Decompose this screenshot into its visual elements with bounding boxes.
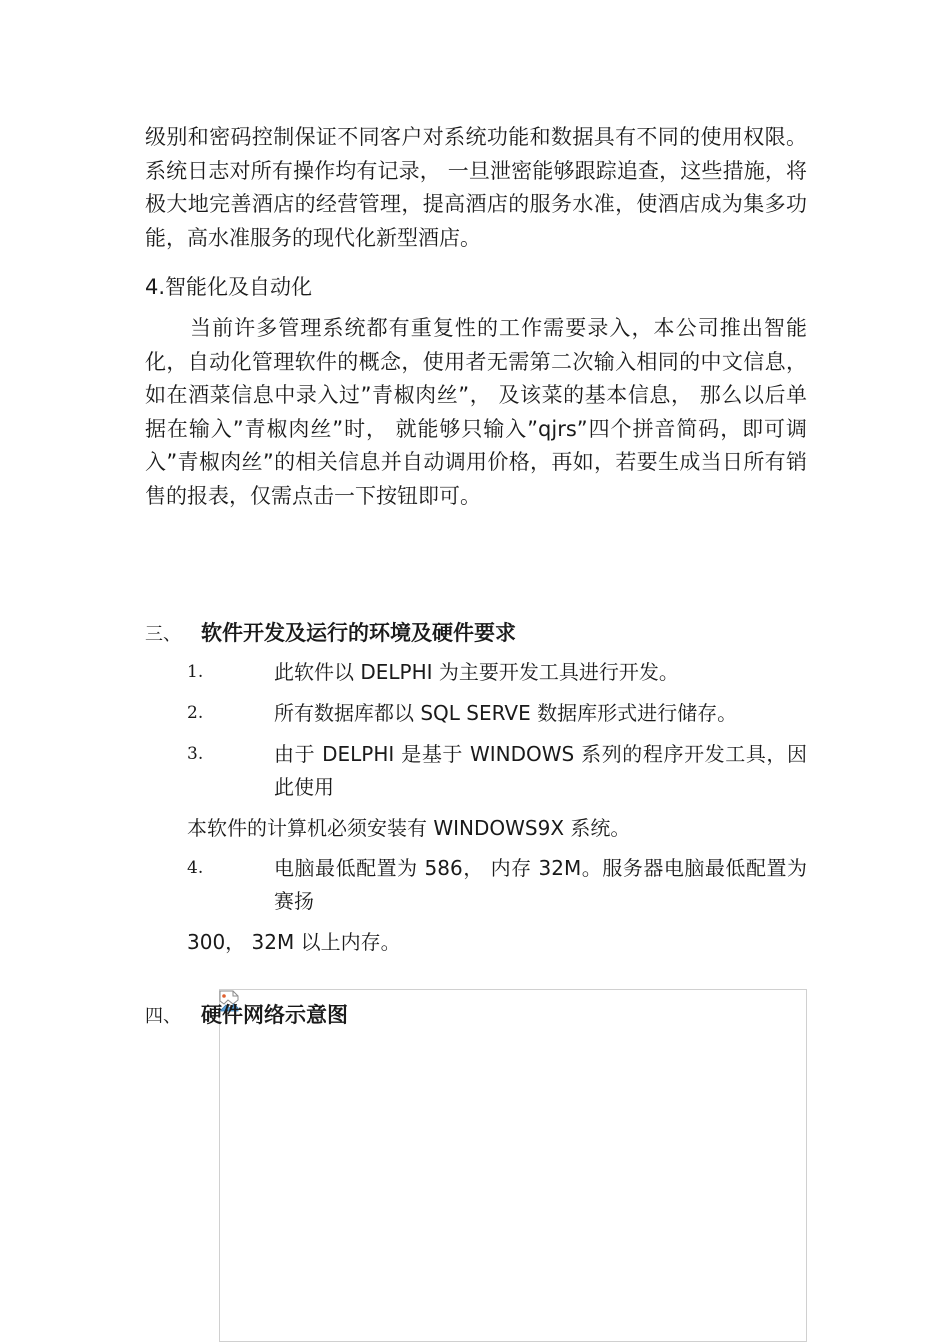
- list-number: 3.: [187, 744, 204, 764]
- section-heading-environment: [145, 618, 516, 650]
- list-item: [187, 738, 807, 804]
- list-text: 此软件以 DELPHI 为主要开发工具进行开发。: [274, 660, 679, 684]
- body-paragraph-automation: 当前许多管理系统都有重复性的工作需要录入，本公司推出智能化，自动化管理软件的概念，使用者无需第二次输入相同的中文信息，如在酒菜信息中录入过”青椒肉丝”， 及该菜的基本信息， 那么以后单据在输入”青椒肉丝”时， 就能够只输入”qjrs”四个拼音简码，即可调入”青椒肉丝”的相关信息并自动调用价格，再如，若要生成当日所有销售的报表，仅需点击一下按钮即可。: [145, 316, 807, 508]
- list-item: [187, 697, 807, 730]
- list-text: 电脑最低配置为 586， 内存 32M。服务器电脑最低配置为赛扬: [274, 856, 807, 913]
- section-title: 硬件网络示意图: [201, 1003, 348, 1027]
- list-text: 所有数据库都以 SQL SERVE 数据库形式进行储存。: [274, 701, 738, 725]
- network-diagram-image-placeholder: [219, 989, 807, 1342]
- section-title: 软件开发及运行的环境及硬件要求: [201, 621, 516, 645]
- list-number: 1.: [187, 662, 204, 682]
- list-continuation: 300， 32M 以上内存。: [187, 930, 401, 954]
- section-heading-network-diagram: [145, 1000, 348, 1032]
- list-item: [187, 656, 807, 689]
- list-continuation: 本软件的计算机必须安装有 WINDOWS9X 系统。: [187, 816, 631, 840]
- list-number: 4.: [187, 858, 204, 878]
- section-number: 四、: [145, 1006, 181, 1027]
- body-paragraph-security: 级别和密码控制保证不同客户对系统功能和数据具有不同的使用权限。系统日志对所有操作均有记录， 一旦泄密能够跟踪追查，这些措施，将极大地完善酒店的经营管理，提高酒店的服务水准，使酒店成为集多功能，高水准服务的现代化新型酒店。: [145, 125, 807, 250]
- subheading-intelligent-automation: 4.智能化及自动化: [145, 275, 313, 299]
- section-number: 三、: [145, 624, 181, 645]
- list-text: 由于 DELPHI 是基于 WINDOWS 系列的程序开发工具，因此使用: [274, 742, 807, 799]
- list-number: 2.: [187, 703, 204, 723]
- list-item: [187, 852, 807, 918]
